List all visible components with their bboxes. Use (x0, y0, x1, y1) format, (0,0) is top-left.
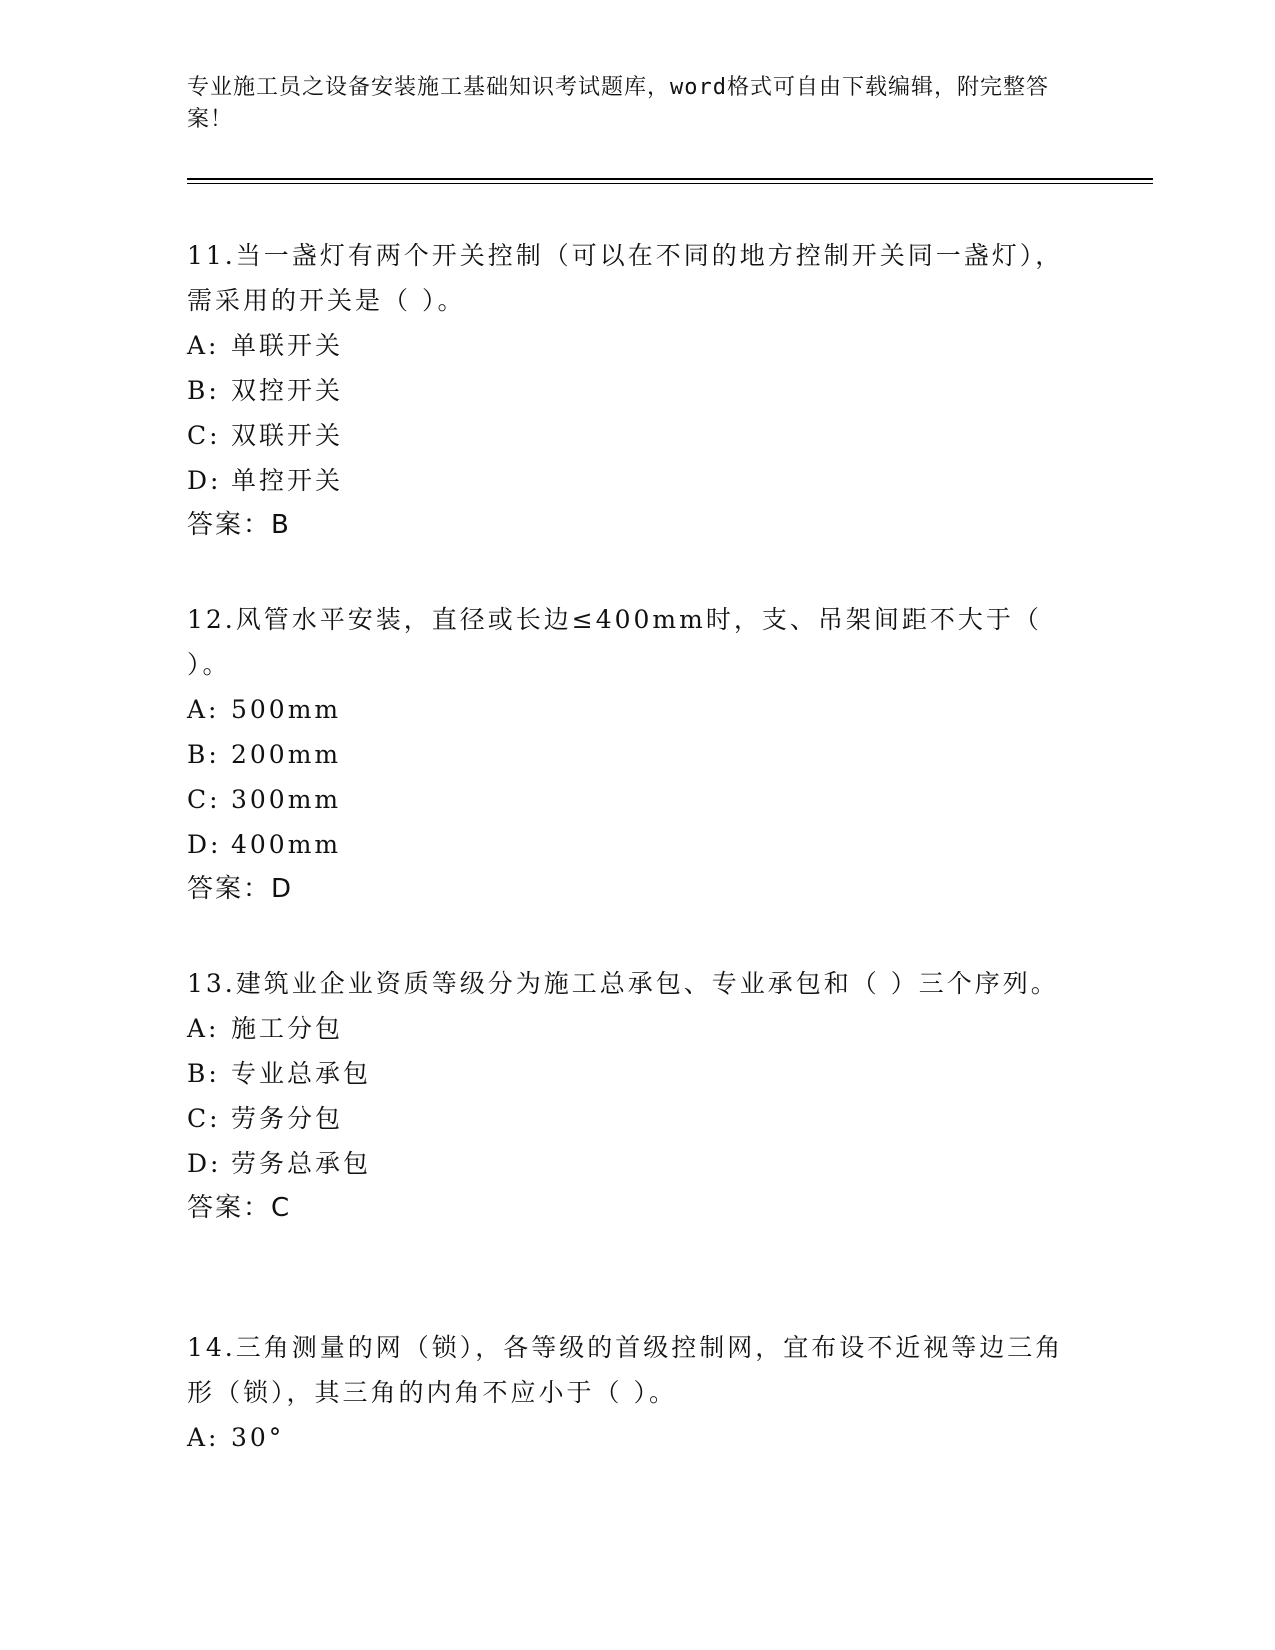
answer: 答案：D (187, 874, 294, 904)
question-11 (187, 233, 1087, 548)
answer: 答案：C (187, 1193, 292, 1223)
question-12 (187, 597, 1087, 912)
option-a: A: 施工分包 (187, 1014, 344, 1043)
answer: 答案：B (187, 510, 291, 540)
option-d: D: 400mm (187, 830, 342, 859)
option-d: D: 劳务总承包 (187, 1149, 372, 1178)
option-a: A: 单联开关 (187, 331, 344, 360)
question-text: 11.当一盏灯有两个开关控制（可以在不同的地方控制开关同一盏灯），需采用的开关是（ ）。 (187, 241, 1064, 315)
option-b: B: 专业总承包 (187, 1059, 372, 1088)
question-13 (187, 961, 1087, 1231)
question-14 (187, 1325, 1087, 1460)
question-text: 12.风管水平安装，直径或长边≤400mm时，支、吊架间距不大于（ ）。 (187, 605, 1042, 679)
option-c: C: 劳务分包 (187, 1104, 344, 1133)
question-text: 14.三角测量的网（锁），各等级的首级控制网，宜布设不近视等边三角形（锁），其三角的内角不应小于（ ）。 (187, 1333, 1064, 1407)
header-divider-bottom (187, 183, 1153, 184)
option-a: A: 30° (187, 1423, 285, 1452)
option-b: B: 200mm (187, 740, 342, 769)
option-d: D: 单控开关 (187, 466, 344, 495)
option-b: B: 双控开关 (187, 376, 344, 405)
option-a: A: 500mm (187, 695, 342, 724)
document-header: 专业施工员之设备安装施工基础知识考试题库，word格式可自由下载编辑，附完整答案！ (187, 75, 1049, 132)
header-divider-top (187, 178, 1153, 180)
option-c: C: 300mm (187, 785, 342, 814)
question-text: 13.建筑业企业资质等级分为施工总承包、专业承包和（ ）三个序列。 (187, 969, 1059, 998)
option-c: C: 双联开关 (187, 421, 344, 450)
